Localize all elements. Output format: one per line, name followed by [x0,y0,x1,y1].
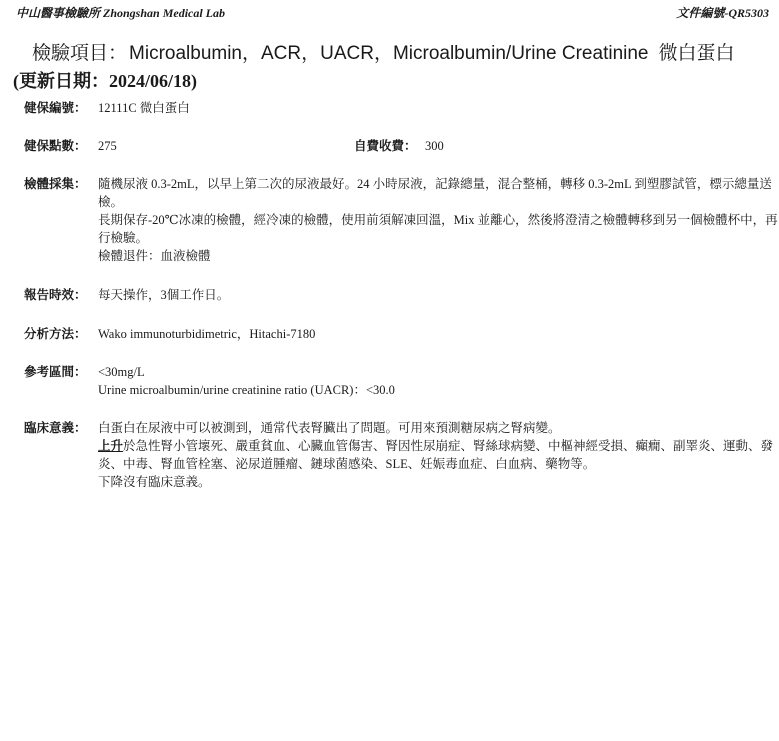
lab-name: 中山醫事檢驗所 Zhongshan Medical Lab [16,6,226,20]
reference-uacr: Urine microalbumin/urine creatinine ratio (UACR)：<30.0 [98,383,395,397]
clinical-increase [98,437,778,473]
specimen-label: 檢體採集： [24,177,87,191]
self-pay-label: 自費收費： [354,139,417,153]
nhi-points-value: 275 [98,139,117,153]
method-value: Wako immunoturbidimetric，Hitachi-7180 [98,327,316,341]
title-prefix: 檢驗項目： [32,43,128,64]
method-label: 分析方法： [24,327,87,341]
report-time-value: 每天操作，3個工作日。 [98,288,230,302]
test-name: Microalbumin，ACR，UACR，Microalbumin/Urine Creatinine [129,43,649,64]
increase-label: 上升 [98,439,124,453]
page-title [32,38,735,65]
increase-text: 於急性腎小管壞死、嚴重貧血、心臟血管傷害、腎因性尿崩症、腎絲球病變、中樞神經受損、癲癇、副睪炎、運動、發炎、中毒、腎血管栓塞、泌尿道腫瘤、鏈球菌感染、SLE、妊娠毒血症、白血病、藥物等。 [98,439,774,471]
clinical-decrease: 下降沒有臨床意義。 [98,475,211,489]
nhi-points-label: 健保點數： [24,139,87,153]
updated-date: (更新日期：2024/06/18) [13,71,197,91]
specimen-rejection-text: 檢體退件：血液檢體 [98,249,211,263]
document-number: 文件編號-QR5303 [676,6,769,20]
page-header [16,4,769,20]
test-chinese-name: 微白蛋白 [658,43,735,64]
clinical-label: 臨床意義： [24,421,87,435]
report-time-label: 報告時效： [24,288,87,302]
nhi-code-value: 12111C 微白蛋白 [98,101,190,115]
clinical-summary: 白蛋白在尿液中可以被測到，通常代表腎臟出了問題。可用來預測糖尿病之腎病變。 [98,421,561,435]
reference-value: <30mg/L [98,365,145,379]
reference-label: 參考區間： [24,365,87,379]
self-pay-value: 300 [425,139,444,153]
specimen-storage-text: 長期保存-20℃冰凍的檢體，經冷凍的檢體，使用前須解凍回溫，Mix 並離心，然後將澄清之檢體轉移到另一個檢體杯中，再行檢驗。 [98,213,778,245]
specimen-collection-text: 隨機尿液 0.3-2mL，以早上第二次的尿液最好。24 小時尿液，記錄總量，混合整桶，轉移 0.3-2mL 到塑膠試管，標示總量送檢。 [98,177,772,209]
nhi-code-label: 健保編號： [24,101,87,115]
